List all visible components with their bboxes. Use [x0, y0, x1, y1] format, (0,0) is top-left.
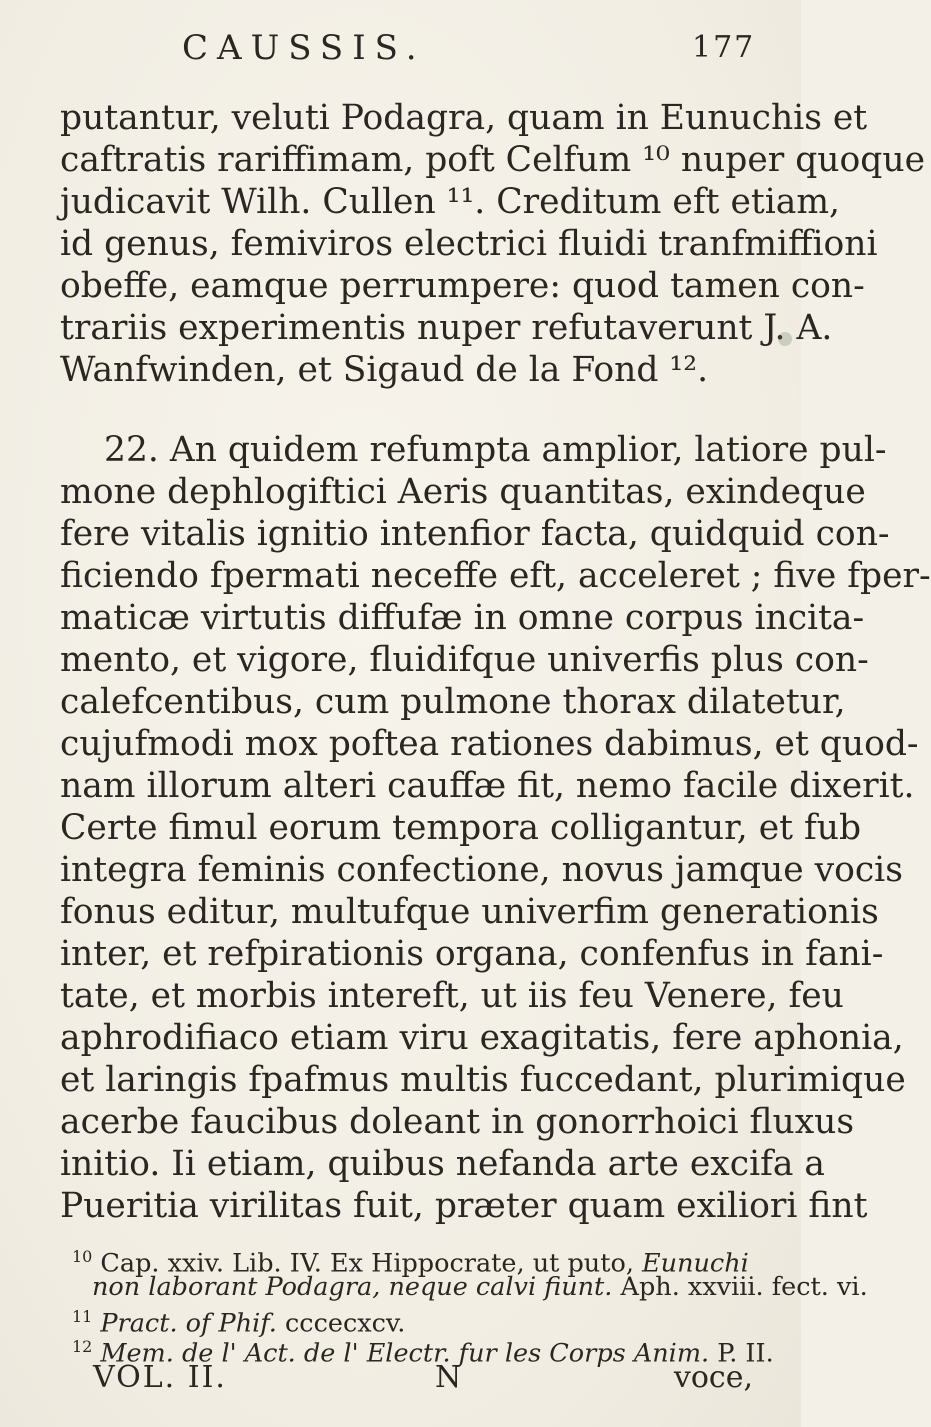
text-line: putantur, veluti Podagra, quam in Eunuchis et — [60, 98, 868, 138]
text-line: initio. Ii etiam, quibus nefanda arte excifa a — [60, 1144, 825, 1184]
text-line: Wanfwinden, et Sigaud de la Fond ¹². — [60, 350, 709, 390]
footnote-italic-text: non laborant Podagra, neque calvi fiunt. — [92, 1272, 613, 1302]
footnote-line — [72, 1302, 752, 1339]
text-line: ficiendo fpermati neceffe eft, acceleret ; five fper- — [60, 556, 931, 596]
volume-label: VOL. II. — [93, 1360, 227, 1395]
footnote-text: P. II. — [709, 1338, 774, 1369]
text-line: integra feminis confectione, novus jamque vocis — [60, 850, 903, 890]
footnote-line — [72, 1242, 752, 1279]
text-line: id genus, femiviros electrici fluidi tranfmiffioni — [60, 224, 878, 264]
paper-stain — [778, 332, 792, 346]
text-line: Pueritia virilitas fuit, præter quam exiliori fint — [60, 1186, 868, 1226]
running-title: CAUSSIS. — [182, 28, 426, 68]
footer — [93, 1360, 753, 1400]
text-line: aphrodifiaco etiam viru exagitatis, fere aphonia, — [60, 1018, 904, 1058]
text-line: calefcentibus, cum pulmone thorax dilatetur, — [60, 682, 846, 722]
page-number: 177 — [692, 30, 756, 65]
text-line: judicavit Wilh. Cullen ¹¹. Creditum eft etiam, — [60, 182, 841, 222]
footnote-text: cccecxcv. — [276, 1308, 406, 1339]
text-line: caftratis rariffimam, poft Celfum ¹⁰ nuper quoque — [60, 140, 926, 180]
signature-mark: N — [435, 1360, 462, 1395]
text-line: obeffe, eamque perrumpere: quod tamen con- — [60, 266, 865, 306]
text-line: mone dephlogiftici Aeris quantitas, exindeque — [60, 472, 866, 512]
text-line: fere vitalis ignitio intenfior facta, quidquid con- — [60, 514, 890, 554]
paragraph-first-line: 22. An quidem refumpta amplior, latiore pul- — [104, 430, 887, 470]
text-line: fonus editur, multufque univerfim generationis — [60, 892, 879, 932]
text-line: nam illorum alteri cauffæ fit, nemo facile dixerit. — [60, 766, 915, 806]
text-line: tate, et morbis intereft, ut iis feu Venere, feu — [60, 976, 844, 1016]
page-header — [152, 28, 756, 76]
text-line: Certe fimul eorum tempora colligantur, et fub — [60, 808, 862, 848]
text-line: inter, et refpirationis organa, confenfus in fani- — [60, 934, 884, 974]
footnote-italic-text: Pract. of Phif. — [100, 1308, 277, 1339]
footnote-line — [72, 1332, 774, 1369]
text-line: trariis experimentis nuper refutaverunt J. A. — [60, 308, 833, 348]
footnote-text: Aph. xxviii. fect. vi. — [612, 1272, 868, 1302]
text-line: maticæ virtutis diffufæ in omne corpus incita- — [60, 598, 865, 638]
text-line: cujufmodi mox poftea rationes dabimus, et quod- — [60, 724, 919, 764]
footnote-text: Cap. xxiv. Lib. IV. Ex Hippocrate, ut puto, — [100, 1248, 643, 1279]
footnote-italic-text: Mem. de l' Act. de l' Electr. fur les Corps Anim. — [100, 1338, 710, 1369]
catchword: voce, — [673, 1360, 753, 1395]
footnote-italic-text: Eunuchi — [642, 1248, 749, 1279]
text-line: acerbe faucibus doleant in gonorrhoici fluxus — [60, 1102, 855, 1142]
footnote-line — [92, 1272, 868, 1302]
footnote-number: 11 — [72, 1307, 93, 1326]
footnote-number: 10 — [72, 1247, 93, 1266]
footnote-number: 12 — [72, 1337, 93, 1356]
text-line: mento, et vigore, fluidifque univerfis plus con- — [60, 640, 869, 680]
text-line: et laringis fpafmus multis fuccedant, plurimique — [60, 1060, 906, 1100]
